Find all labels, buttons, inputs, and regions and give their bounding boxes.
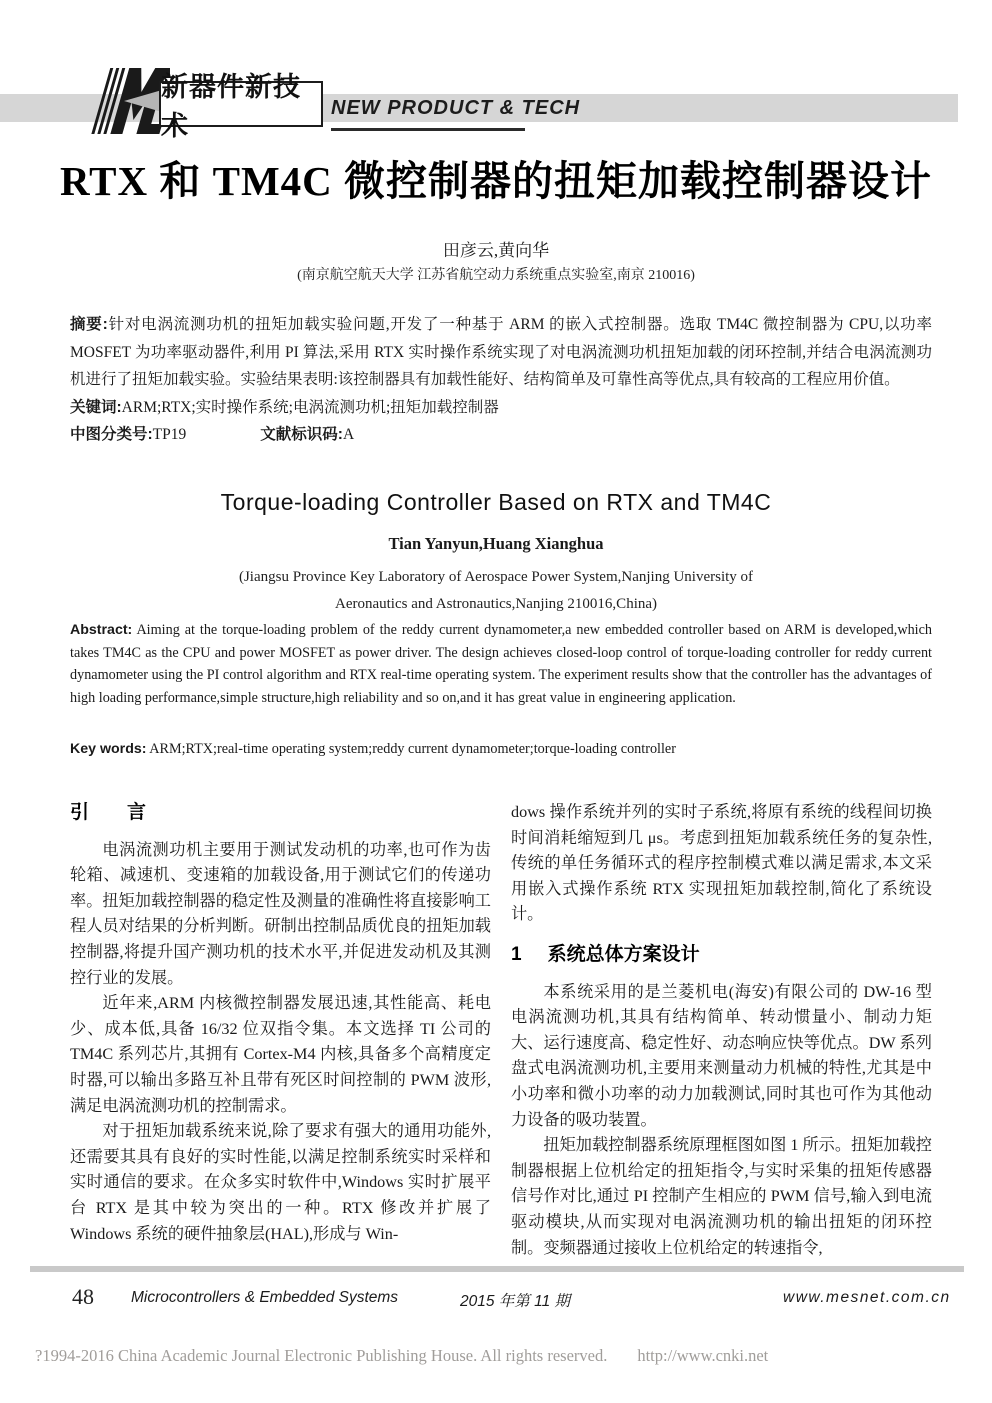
article-authors: 田彦云,黄向华 — [442, 241, 550, 260]
banner-cn-label: 新器件新技术 — [161, 72, 301, 141]
section1-heading — [511, 942, 932, 968]
abstract-cn-label: 摘要: — [70, 316, 108, 333]
intro-paragraph-1: 电涡流测功机主要用于测试发动机的功率,也可作为齿轮箱、减速机、变速箱的加载设备,用于测试它们的传递功率。扭矩加载控制器的稳定性及测量的准确性将直接影响工程人员对结果的分析判断。研制出控制品质优良的扭矩加载控制器,将提升国产测功机的技术水平,并促进发动机及其测控行业的发展。 — [70, 840, 491, 987]
section1-title: 系统总体方案设计 — [547, 943, 700, 965]
clc-label: 中图分类号: — [70, 426, 153, 443]
section1-paragraph-1: 本系统采用的是兰菱机电(海安)有限公司的 DW-16 型电涡流测功机,其具有结构简单、转动惯量小、制动力矩大、运行速度高、稳定性好、动态响应快等优点。DW 系列盘式电涡流测功机,主要用来测量动力机械的特性,尤其是中小功率和微小功率的动力加载测试,同时其也可作为其他动力设备的吸功装置。 — [511, 982, 932, 1129]
doc-code-label: 文献标识码: — [260, 426, 343, 443]
journal-name: Microcontrollers & Embedded Systems — [131, 1289, 399, 1306]
abstract-cn — [70, 311, 932, 394]
column-banner-cn — [159, 72, 323, 141]
section1-number: 1 — [511, 943, 522, 965]
english-authors: Tian Yanyun,Huang Xianghua — [388, 534, 604, 553]
abstract-en-label: Abstract: — [70, 622, 133, 638]
article-affiliation: (南京航空航天大学 江苏省航空动力系统重点实验室,南京 210016) — [297, 268, 695, 283]
abstract-en-text: Aiming at the torque-loading problem of the reddy current dynamometer,a new embedded controller based on ARM is developed,which takes TM4C as the CPU and power MOSFET as power driver. The design achieves closed-loop control of torque-loading controller for reddy current dynamometer using the PI control algorithm and RTX real-time operating system. The experiment results show that the controller has the advantages of high loading performance,simple structure,high reliability and so on,and it has great value in engineering application. — [70, 622, 932, 707]
intro-paragraph-3: 对于扭矩加载系统来说,除了要求有强大的通用功能外,还需要其具有良好的实时性能,以满足控制系统实时采样和实时通信的要求。在众多实时软件中,Windows 实时扩展平台 RTX 是其中较为突出的一种。RTX 修改并扩展了 Windows 系统的硬件抽象层(HAL),形成与 Win- — [70, 1122, 491, 1243]
keywords-en-label: Key words: — [70, 741, 147, 757]
intro-heading: 引 言 — [70, 802, 147, 823]
footer-divider-bar — [30, 1266, 964, 1272]
journal-website: www.mesnet.com.cn — [783, 1289, 951, 1306]
right-column — [511, 800, 932, 1266]
english-affiliation-line2: Aeronautics and Astronautics,Nanjing 210016,China) — [334, 596, 658, 612]
banner-underline — [331, 128, 525, 131]
english-affiliation-line1: (Jiangsu Province Key Laboratory of Aerospace Power System,Nanjing University of — [238, 569, 754, 585]
keywords-cn-text: ARM;RTX;实时操作系统;电涡流测功机;扭矩加载控制器 — [121, 398, 499, 416]
page-number: 48 — [72, 1284, 94, 1309]
abstract-cn-text: 针对电涡流测功机的扭矩加载实验问题,开发了一种基于 ARM 的嵌入式控制器。选取 TM4C 微控制器为 CPU,以功率 MOSFET 为功率驱动器件,利用 PI 算法,采用 RTX 实时操作系统实现了对电涡流测功机扭矩加载的闭环控制,并结合电涡流测功机进行了扭矩加载实验。实验结果表明:该控制器具有加载性能好、结构简单及可靠性高等优点,具有较高的工程应用价值。 — [70, 316, 932, 388]
column-banner-en: NEW PRODUCT & TECH — [331, 97, 581, 119]
footer — [0, 1284, 992, 1314]
left-column — [70, 800, 491, 1266]
keywords-en — [70, 741, 932, 758]
keywords-cn — [70, 394, 932, 422]
copyright-text: ?1994-2016 China Academic Journal Electronic Publishing House. All rights reserved. — [35, 1346, 608, 1365]
copyright-line — [35, 1346, 768, 1366]
section1-paragraph-2: 扭矩加载控制器系统原理框图如图 1 所示。扭矩加载控制器根据上位机给定的扭矩指令,与实时采集的扭矩传感器信号作对比,通过 PI 控制产生相应的 PWM 信号,输入到电流驱动模块,从而实现对电涡流测功机的输出扭矩的闭环控制。变频器通过接收上位机给定的转速指令, — [511, 1136, 932, 1257]
keywords-en-text: ARM;RTX;real-time operating system;reddy current dynamometer;torque-loading controller — [149, 741, 676, 757]
intro-paragraph-2: 近年来,ARM 内核微控制器发展迅速,其性能高、耗电少、成本低,具备 16/32 位双指令集。本文选择 TI 公司的 TM4C 系列芯片,其拥有 Cortex-M4 内核,具备多个高精度定时器,可以输出多路互补且带有死区时间控制的 PWM 波形,满足电涡流测功机的控制需求。 — [70, 994, 491, 1115]
doc-code-value: A — [342, 426, 355, 443]
english-title: Torque-loading Controller Based on RTX and TM4C — [220, 489, 772, 515]
clc-value: TP19 — [152, 426, 187, 443]
abstract-en — [70, 619, 932, 710]
english-affiliation — [0, 564, 992, 618]
body-columns — [70, 800, 932, 1266]
continuation-paragraph: dows 操作系统并列的实时子系统,将原有系统的线程间切换时间消耗缩短到几 μs。考虑到扭矩加载系统任务的复杂性,传统的单任务循环式的程序控制模式难以满足需求,本文采用嵌入式操作系统 RTX 实现扭矩加载控制,简化了系统设计。 — [511, 803, 932, 924]
classification-line — [70, 421, 932, 449]
chinese-meta-block — [70, 311, 932, 449]
journal-logo-icon — [90, 62, 170, 140]
issue-label: 2015 年第 11 期 — [460, 1293, 570, 1310]
article-title: RTX 和 TM4C 微控制器的扭矩加载控制器设计 — [59, 158, 933, 204]
keywords-cn-label: 关键词: — [70, 398, 122, 416]
cnki-url: http://www.cnki.net — [637, 1346, 769, 1365]
